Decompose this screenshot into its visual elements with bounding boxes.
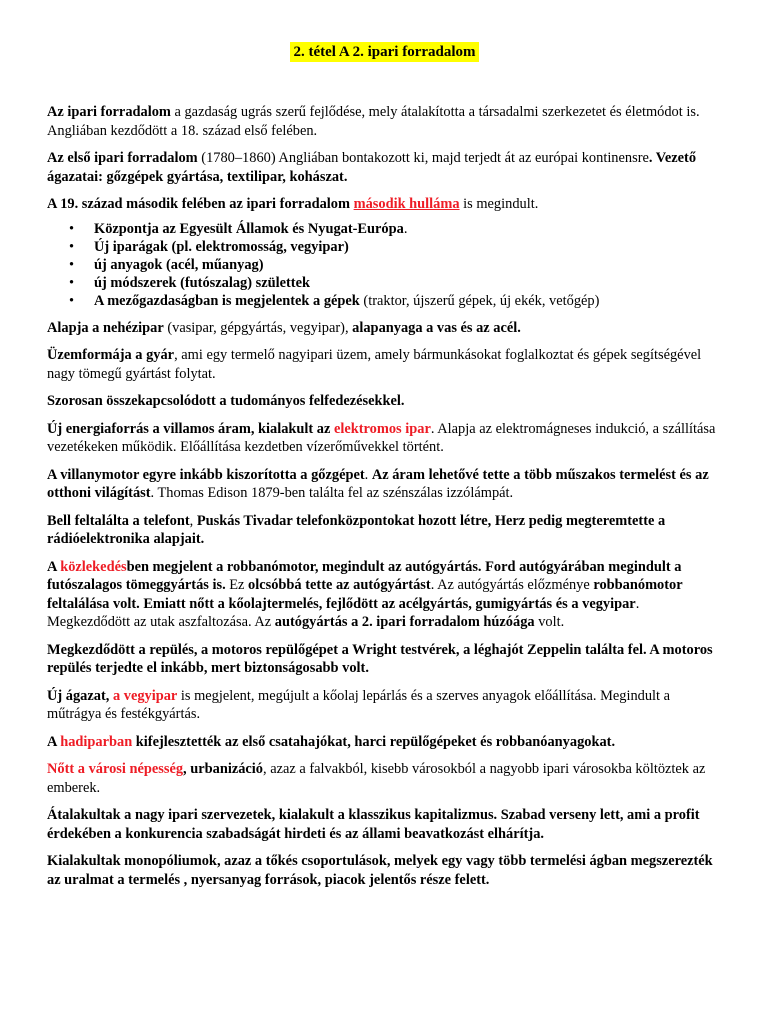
bold-text: Az áram lehetővé tette a több műszakos termelést és az otthoni világítást bbox=[47, 466, 709, 502]
bold-text: Az első ipari forradalom bbox=[47, 150, 198, 166]
bold-text: Üzemformája a gyár bbox=[47, 347, 175, 364]
paragraph-second-wave bbox=[47, 195, 722, 214]
bold-text: Puskás Tivadar telefonközpontokat hozott létre, Herz pedig megteremtette a rádióelektronika alapjait. bbox=[47, 512, 666, 548]
bold-text: kifejlesztették az első csatahajókat, harci repülőgépeket és robbanóanyagokat. bbox=[132, 733, 616, 750]
paragraph-electricity bbox=[47, 420, 722, 457]
bold-text: Az ipari forradalom bbox=[47, 104, 171, 120]
red-text: Nőtt a városi népesség bbox=[47, 761, 184, 778]
paragraph-capitalism bbox=[47, 806, 722, 843]
text: . Alapja az elektromágneses indukció, a szállítása vezetékeken működik. Előállítása kezdetben vízerőművekkel történt. bbox=[47, 420, 716, 456]
text: (vasipar, gépgyártás, vegyipar), bbox=[163, 319, 353, 336]
title-wrap bbox=[47, 42, 722, 62]
text: volt. bbox=[534, 614, 565, 631]
bullet-icon: • bbox=[69, 256, 75, 273]
bullet-icon: • bbox=[69, 293, 75, 310]
bold-text: A bbox=[47, 558, 61, 575]
text: , bbox=[189, 512, 197, 529]
bold-text: Megkezdődött a repülés, a motoros repülőgépet a Wright testvérek, a léghajót Zeppelin találta fel. A motoros repülés terjedte el inkább, mert biztonságosabb volt. bbox=[47, 641, 713, 677]
bold-text: A bbox=[47, 733, 61, 750]
bold-text: A villanymotor egyre inkább kiszorította a gőzgépet bbox=[47, 466, 365, 483]
red-underlined-text: második hulláma bbox=[353, 196, 460, 212]
bold-text: Alapja a nehézipar bbox=[47, 319, 164, 336]
list-item bbox=[69, 256, 722, 274]
bullet-icon: • bbox=[69, 238, 75, 255]
paragraph-science bbox=[47, 392, 722, 411]
bold-text: Új ágazat, bbox=[47, 687, 113, 704]
list-item bbox=[69, 274, 722, 292]
bold-text: ben megjelent a robbanómotor, megindult az autógyártás. Ford autógyárában megindult a futószalagos tömeggyártás is. bbox=[47, 558, 682, 594]
text: a gazdaság ugrás szerű fejlődése, mely átalakította a társadalmi szerkezetet és életmódot is. Angliában kezdődött a 18. század első felében. bbox=[47, 104, 700, 139]
bold-text: Bell feltalálta a telefont bbox=[47, 512, 190, 529]
document-title: 2. tétel A 2. ipari forradalom bbox=[290, 42, 478, 62]
bold-text: A mezőgazdaságban is megjelentek a gépek bbox=[94, 293, 360, 310]
bold-text: A 19. század második felében az ipari forradalom bbox=[47, 196, 354, 212]
bold-text: , urbanizáció bbox=[183, 761, 263, 778]
text: . bbox=[403, 220, 408, 237]
list-item bbox=[69, 292, 722, 310]
bullet-list bbox=[47, 220, 722, 311]
bold-text: Kialakultak monopóliumok, azaz a tőkés csoportulások, melyek egy vagy több termelési ágban megszerezték az uralmat a termelés , nyersanyag források, piacok jelentős része felett. bbox=[47, 853, 713, 888]
bold-text: olcsóbbá tette az autógyártást bbox=[248, 577, 431, 594]
text: , azaz a falvakból, kisebb városokból a nagyobb ipari városokba költöztek az emberek. bbox=[47, 761, 706, 796]
bold-text: . Vezető ágazatai: gőzgépek gyártása, textilipar, kohászat. bbox=[47, 150, 697, 185]
bold-text: új módszerek (futószalag) születtek bbox=[94, 275, 310, 292]
text: (traktor, újszerű gépek, új ekék, vetőgép) bbox=[359, 293, 600, 310]
bold-text: robbanómotor feltalálása volt. Emiatt nőtt a kőolajtermelés, fejlődött az acélgyártás, gumigyártás és a vegyipar bbox=[47, 577, 683, 612]
paragraph-monopolies bbox=[47, 852, 722, 889]
text: . Megkezdődött az utak aszfaltozása. Az bbox=[47, 595, 640, 631]
text: (1780–1860) Angliában bontakozott ki, majd terjedt át az európai kontinensre bbox=[197, 150, 649, 166]
red-text: közlekedés bbox=[60, 558, 127, 575]
bold-text: Átalakultak a nagy ipari szervezetek, kialakult a klasszikus kapitalizmus. Szabad verseny lett, ami a profit érdekében a konkurencia szabadságát hirdeti és az állami beavatkozást elhárítja. bbox=[47, 807, 700, 842]
text: is megjelent, megújult a kőolaj lepárlás és a szerves anyagok előállítása. Megindult a műtrágya és festékgyártás. bbox=[47, 687, 671, 723]
text: , ami egy termelő nagyipari üzem, amely bármunkásokat foglalkoztat és gépek segítségével nagy tömegű gyártást folytat. bbox=[47, 347, 702, 382]
paragraph-factory bbox=[47, 346, 722, 383]
text: Ez bbox=[225, 577, 249, 594]
paragraph-electric-motor bbox=[47, 466, 722, 503]
bold-text: Szorosan összekapcsolódott a tudományos felfedezésekkel. bbox=[47, 393, 405, 410]
paragraph-telephone bbox=[47, 512, 722, 549]
paragraph-military-industry bbox=[47, 733, 722, 752]
paragraph-intro bbox=[47, 103, 722, 140]
bold-text: alapanyaga a vas és az acél. bbox=[352, 319, 521, 336]
bullet-icon: • bbox=[69, 275, 75, 292]
red-text: hadiparban bbox=[60, 733, 133, 750]
bullet-icon: • bbox=[69, 220, 75, 237]
paragraph-aviation bbox=[47, 641, 722, 678]
paragraph-urbanization bbox=[47, 760, 722, 797]
bold-text: Új energiaforrás a villamos áram, kialakult az bbox=[47, 420, 334, 437]
list-item bbox=[69, 220, 722, 238]
list-item bbox=[69, 238, 722, 256]
text: . Az autógyártás előzménye bbox=[430, 577, 594, 594]
paragraph-chemical-industry bbox=[47, 687, 722, 724]
paragraph-heavy-industry bbox=[47, 319, 722, 338]
bold-text: autógyártás a 2. ipari forradalom húzóága bbox=[274, 614, 535, 631]
red-text: a vegyipar bbox=[112, 687, 178, 704]
red-text: elektromos ipar bbox=[333, 420, 431, 437]
text: is megindult. bbox=[459, 196, 539, 212]
text: . Thomas Edison 1879-ben találta fel az szénszálas izzólámpát. bbox=[150, 485, 514, 502]
paragraph-transport bbox=[47, 558, 722, 632]
bold-text: Központja az Egyesült Államok és Nyugat-Európa bbox=[94, 220, 404, 237]
bold-text: új anyagok (acél, műanyag) bbox=[94, 256, 264, 273]
text: . bbox=[364, 466, 372, 483]
bold-text: Új iparágak (pl. elektromosság, vegyipar) bbox=[94, 238, 349, 255]
paragraph-first-revolution bbox=[47, 149, 722, 186]
